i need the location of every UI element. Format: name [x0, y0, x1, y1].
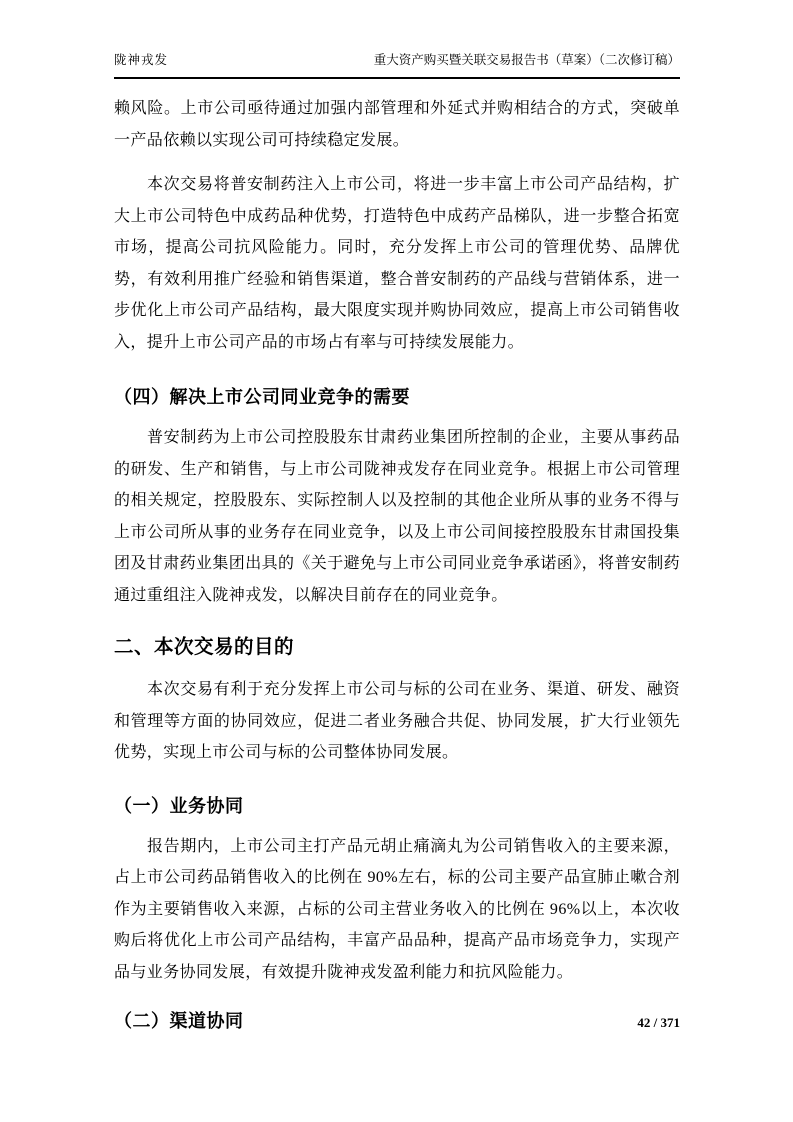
header-report-title: 重大资产购买暨关联交易报告书（草案）（二次修订稿）	[373, 53, 680, 67]
header-company-name: 陇神戎发	[114, 53, 169, 67]
paragraph-section-four-competition: 普安制药为上市公司控股股东甘肃药业集团所控制的企业，主要从事药品的研发、生产和销售，与上市公司陇神戎发存在同业竞争。根据上市公司管理的相关规定，控股股东、实际控制人以及控制的其他企业所从事的业务不得与上市公司所从事的业务存在同业竞争，以及上市公司间接控股股东甘肃国投集团及甘肃药业集团出具的《关于避免与上市公司同业竞争承诺函》，将普安制药通过重组注入陇神戎发，以解决目前存在的同业竞争。	[114, 429, 681, 604]
page-number: 42 / 371	[637, 1015, 680, 1030]
heading-section-four-competition: （四）解决上市公司同业竞争的需要	[114, 387, 410, 407]
heading-transaction-purpose: 二、本次交易的目的	[114, 636, 295, 658]
page-header	[114, 52, 680, 79]
heading-channel-synergy: （二）渠道协同	[114, 1011, 244, 1031]
paragraph-risk-dependence: 赖风险。上市公司亟待通过加强内部管理和外延式并购相结合的方式，突破单一产品依赖以实现公司可持续稳定发展。	[114, 100, 680, 149]
heading-business-synergy: （一）业务协同	[114, 795, 244, 816]
paragraph-transaction-inject: 本次交易将普安制药注入上市公司，将进一步丰富上市公司产品结构，扩大上市公司特色中成药品种优势，打造特色中成药产品梯队，进一步整合拓宽市场，提高公司抗风险能力。同时，充分发挥上市公司的管理优势、品牌优势，有效利用推广经验和销售渠道，整合普安制药的产品线与营销体系，进一步优化上市公司产品结构，最大限度实现并购协同效应，提高上市公司销售收入，提升上市公司产品的市场占有率与可持续发展能力。	[114, 176, 680, 351]
paragraph-transaction-purpose: 本次交易有利于充分发挥上市公司与标的公司在业务、渠道、研发、融资和管理等方面的协同效应，促进二者业务融合共促、协同发展，扩大行业领先优势，实现上市公司与标的公司整体协同发展。	[114, 681, 680, 761]
paragraph-business-synergy: 报告期内，上市公司主打产品元胡止痛滴丸为公司销售收入的主要来源，占上市公司药品销售收入的比例在 90%左右，标的公司主要产品宣肺止嗽合剂作为主要销售收入来源，占标的公司主营业务收入的比例在 96%以上，本次收购后将优化上市公司产品结构，丰富产品品种，提高产品市场竞争力，实现产品与业务协同发展，有效提升陇神戎发盈利能力和抗风险能力。	[114, 837, 680, 981]
